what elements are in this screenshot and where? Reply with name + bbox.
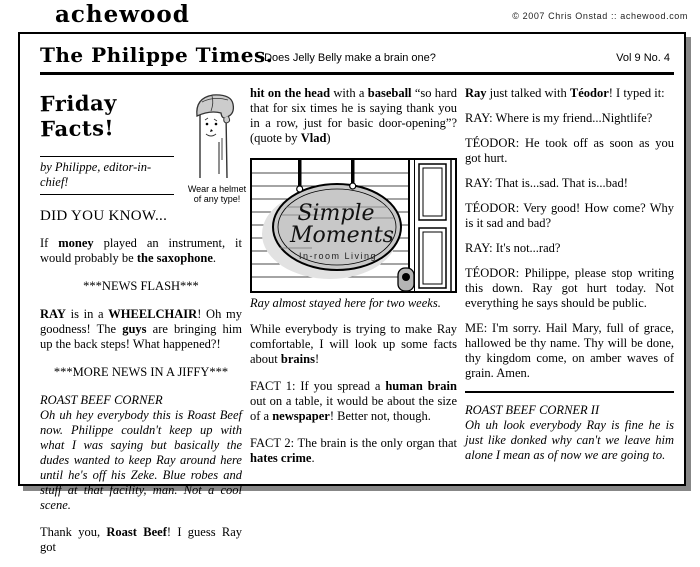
copyright-text: © 2007 Chris Onstad :: achewood.com	[512, 11, 688, 21]
did-you-know-heading: DID YOU KNOW...	[40, 208, 168, 224]
section-divider	[465, 391, 674, 393]
roast-beef-corner-title: ROAST BEEF CORNER	[40, 393, 163, 407]
philippe-helmet-illustration	[184, 90, 250, 204]
masthead-tagline: Does Jelly Belly make a brain one?	[264, 52, 436, 64]
building-sign-illustration	[252, 160, 455, 291]
byline-box	[40, 156, 174, 195]
roast-beef-corner-2-body: Oh uh look everybody Ray is fine he is just like donked why can't we leave him alone I mean as of now we are going to.	[465, 418, 674, 462]
paragraph-money: If money played an instrument, it would probably be the saxophone.	[40, 236, 243, 265]
dialog-line: RAY: Where is my friend...Nightlife?	[465, 111, 653, 125]
paragraph-ray-wheelchair: RAY is in a WHEELCHAIR! Oh my goodness! The guys are bringing him up the back steps! What happened?!	[40, 307, 242, 351]
dialog-line: TÉODOR: He took off as soon as you got hurt.	[465, 136, 674, 165]
roast-beef-corner-body: Oh uh hey everybody this is Roast Beef now. Philippe couldn't keep up with what I was saying but basically the dudes wanted to keep Ray around here until he's off his Zeke. Blue robes and stuff at that facility, man. Not a cool scene.	[40, 408, 242, 512]
column-1	[39, 86, 247, 567]
sign-text-line3: In-room Living	[298, 251, 378, 261]
paragraph-hit-on-head: hit on the head with a baseball “so hard that for six times he is saying thank you in a row, just for basic door-opening”? (quote by Vlad)	[250, 86, 457, 145]
roast-beef-corner-2-title: ROAST BEEF CORNER II	[465, 403, 600, 417]
column-2	[250, 86, 457, 478]
more-news-heading: ***MORE NEWS IN A JIFFY***	[53, 365, 229, 379]
paragraph-while-everybody: While everybody is trying to make Ray comfortable, I will look up some facts about brains!	[250, 322, 457, 366]
dialog-line: RAY: That is...sad. That is...bad!	[465, 176, 628, 190]
friday-facts-title: Friday Facts!	[39, 90, 118, 142]
sign-text-line2: Moments	[290, 223, 394, 248]
paragraph-thanks: Thank you, Roast Beef! I guess Ray got	[40, 525, 242, 554]
paragraph-fact2: FACT 2: The brain is the only organ that hates crime.	[250, 436, 457, 465]
paragraph-teodor-intro: Ray just talked with Téodor! I typed it:	[465, 86, 665, 100]
byline: by Philippe, editor-in-chief!	[40, 160, 152, 189]
column-1-header	[39, 90, 247, 236]
comic-panel	[18, 32, 686, 554]
achewood-logo: achewood	[55, 1, 190, 28]
volume-number: Vol 9 No. 4	[616, 52, 670, 64]
simple-moments-photo	[250, 158, 457, 293]
helmet-caption: Wear a helmet of any type!	[187, 184, 247, 204]
photo-caption: Ray almost stayed here for two weeks.	[250, 296, 441, 310]
dialog-line: RAY: It's not...rad?	[465, 241, 561, 255]
news-flash-heading: ***NEWS FLASH***	[83, 279, 199, 293]
dialog-line: TÉODOR: Philippe, please stop writing this down. Ray got hurt today. Not everything he says should be public.	[465, 266, 674, 310]
sign-text-line1: Simple	[297, 201, 375, 226]
dialog-line: ME: I'm sorry. Hail Mary, full of grace, hallowed be thy name. Thy will be done, thy kingdom come, on amber waves of grain. Amen.	[465, 321, 674, 380]
dialog-line: TÉODOR: Very good! How come? Why is it sad and bad?	[465, 201, 674, 230]
masthead-rule	[40, 72, 674, 75]
column-3	[465, 86, 674, 473]
paragraph-fact1: FACT 1: If you spread a human brain out on a table, it would be about the size of a newspaper! Better not, though.	[250, 379, 457, 423]
philippe-drawing-icon	[188, 90, 246, 178]
paper-title: The Philippe Times.	[40, 43, 274, 67]
